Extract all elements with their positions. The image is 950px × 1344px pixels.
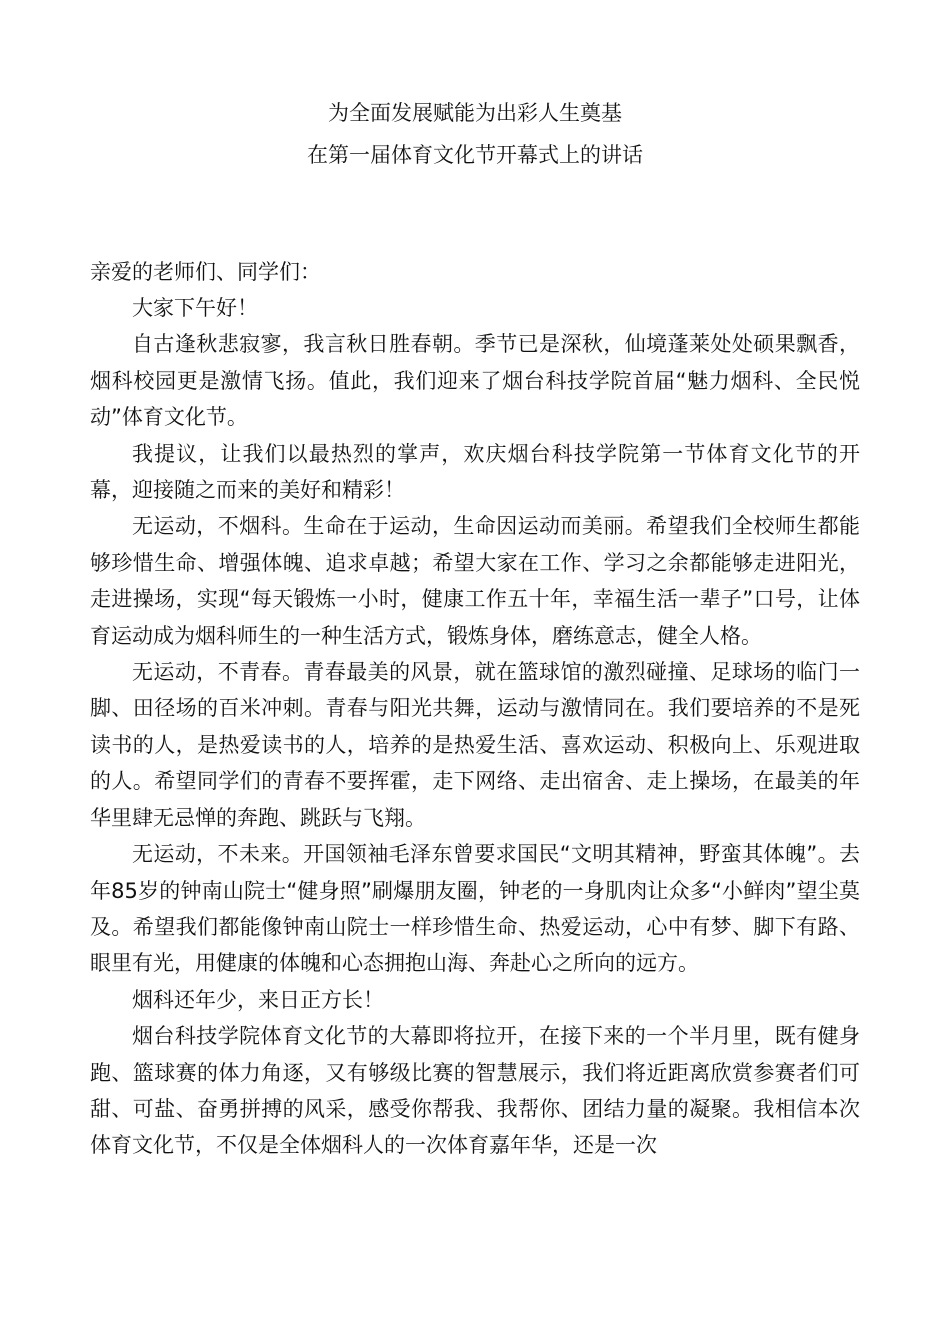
paragraph-4: 无运动，不烟科。生命在于运动，生命因运动而美丽。希望我们全校师生都能够珍惜生命、增强体魄、追求卓越；希望大家在工作、学习之余都能够走进阳光，走进操场，实现“每天锻炼一小时，健康工作五十年，幸福生活一辈子”口号，让体育运动成为烟科师生的一种生活方式，锻炼身体，磨练意志，健全人格。 bbox=[90, 514, 860, 648]
title-line-2: 在第一届体育文化节开幕式上的讲话 bbox=[307, 143, 643, 167]
document-page bbox=[90, 92, 860, 1164]
title-line-1: 为全面发展赋能为出彩人生奠基 bbox=[328, 101, 622, 125]
paragraph-5: 无运动，不青春。青春最美的风景，就在篮球馆的激烈碰撞、足球场的临门一脚、田径场的百米冲刺。青春与阳光共舞，运动与激情同在。我们要培养的不是死读书的人，是热爱读书的人，培养的是热爱生活、喜欢运动、积极向上、乐观进取的人。希望同学们的青春不要挥霍，走下网络、走出宿舍、走上操场，在最美的年华里肆无忌惮的奔跑、跳跃与飞翔。 bbox=[90, 660, 860, 830]
paragraph-2: 自古逢秋悲寂寥，我言秋日胜春朝。季节已是深秋，仙境蓬莱处处硕果飘香，烟科校园更是激情飞扬。值此，我们迎来了烟台科技学院首届“魅力烟科、全民悦动”体育文化节。 bbox=[90, 332, 860, 430]
paragraph-6: 无运动，不未来。开国领袖毛泽东曾要求国民“文明其精神，野蛮其体魄”。去年85岁的钟南山院士“健身照”刷爆朋友圈，钟老的一身肌肉让众多“小鲜肉”望尘莫及。希望我们都能像钟南山院士一样珍惜生命、热爱运动，心中有梦、脚下有路、眼里有光，用健康的体魄和心态拥抱山海、奔赴心之所向的远方。 bbox=[90, 842, 860, 976]
greeting: 亲爱的老师们、同学们： bbox=[90, 260, 321, 284]
paragraph-8: 烟台科技学院体育文化节的大幕即将拉开，在接下来的一个半月里，既有健身跑、篮球赛的体力角逐，又有够级比赛的智慧展示，我们将近距离欣赏参赛者们可甜、可盐、奋勇拼搏的风采，感受你帮我、我帮你、团结力量的凝聚。我相信本次体育文化节，不仅是全体烟科人的一次体育嘉年华，还是一次 bbox=[90, 1024, 860, 1158]
paragraph-1: 大家下午好！ bbox=[132, 296, 258, 320]
paragraph-3: 我提议，让我们以最热烈的掌声，欢庆烟台科技学院第一节体育文化节的开幕，迎接随之而来的美好和精彩！ bbox=[90, 441, 860, 503]
paragraph-7: 烟科还年少，来日正方长！ bbox=[132, 987, 384, 1012]
document-title bbox=[90, 92, 860, 176]
